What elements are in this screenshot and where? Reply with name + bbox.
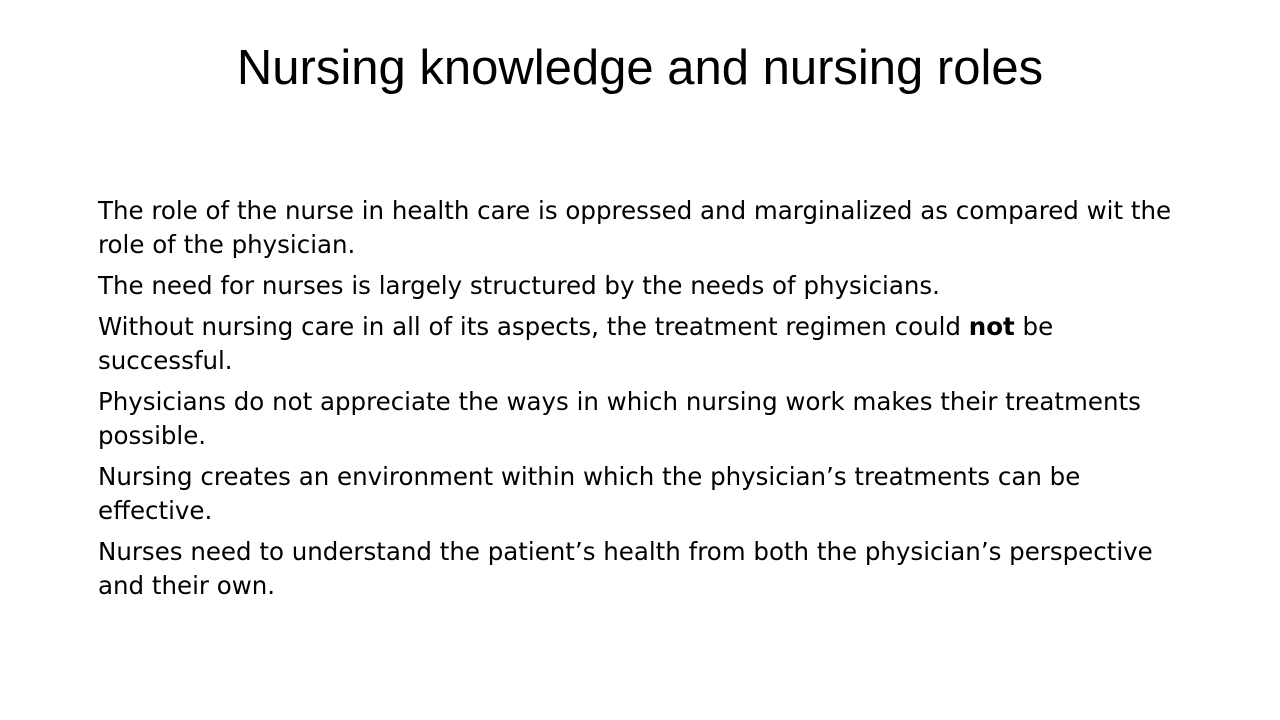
body-paragraph: Nursing creates an environment within which the physician’s treatments can be effective. xyxy=(98,462,1081,525)
emphasized-word: not xyxy=(968,312,1015,341)
body-paragraph: The role of the nurse in health care is oppressed and marginalized as compared wit the role of the physician. xyxy=(98,196,1172,259)
body-paragraph: The need for nurses is largely structured by the needs of physicians. xyxy=(98,271,940,300)
paragraph-text: be successful. xyxy=(98,312,1054,375)
body-paragraph: Physicians do not appreciate the ways in which nursing work makes their treatments possible. xyxy=(98,387,1141,450)
body-paragraph: Nurses need to understand the patient’s health from both the physician’s perspective and their own. xyxy=(98,537,1153,600)
slide-title: Nursing knowledge and nursing roles xyxy=(236,41,1044,95)
slide-body xyxy=(98,194,1188,610)
body-paragraph xyxy=(98,310,1188,378)
paragraph-text: Without nursing care in all of its aspects, the treatment regimen could xyxy=(98,312,969,341)
